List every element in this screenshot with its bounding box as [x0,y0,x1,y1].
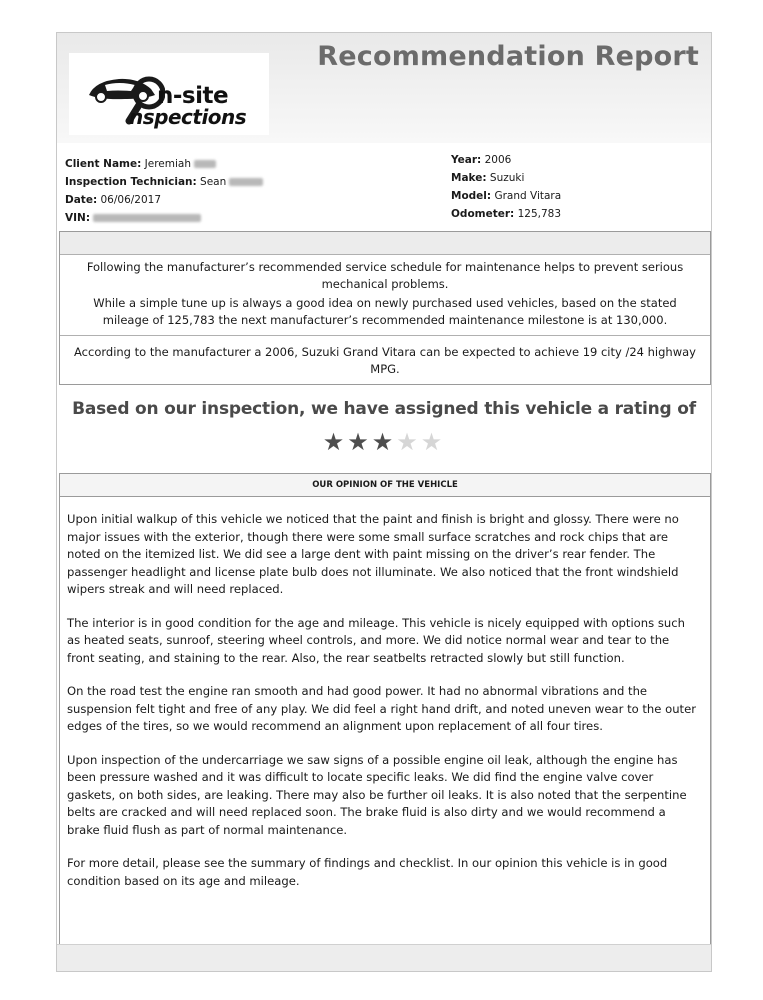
opinion-title: OUR OPINION OF THE VEHICLE [60,474,710,497]
client-info [65,155,263,227]
logo-text-onsite: n-site [157,83,229,109]
year-row [451,151,561,169]
make-value: Suzuki [489,172,525,184]
model-value: Grand Vitara [494,190,562,202]
redacted-surname [194,160,216,168]
opinion-body [60,497,710,890]
vin-row [65,209,263,227]
redacted-vin [93,214,201,222]
client-name-row [65,155,263,173]
maintenance-box [59,231,711,385]
client-name-label: Client Name: [65,158,142,170]
star-empty-icon: ★ [420,428,446,456]
make-row [451,169,561,187]
star-filled-icon: ★ [347,428,372,456]
date-label: Date: [65,194,98,206]
rating-stars [57,429,711,455]
opinion-paragraph-undercarriage: Upon inspection of the undercarriage we saw signs of a possible engine oil leak, although the engine has been pressure washed and it was difficult to locate specific leaks. We did find the engine valve cover gaskets, on both sides, are leaking. There may also be further oil leaks. It is also noted that the serpentine belts are cracked and will need replaced soon. The brake fluid is also dirty and we would recommend a brake fluid flush as part of normal maintenance. [67,752,687,837]
vehicle-info [451,151,561,223]
client-name-value: Jeremiah [144,158,191,170]
star-empty-icon: ★ [396,428,421,456]
year-value: 2006 [484,154,512,166]
footer-band [57,944,711,971]
odometer-label: Odometer: [451,208,515,220]
company-logo [69,53,269,135]
date-row [65,191,263,209]
opinion-paragraph-summary: For more detail, please see the summary of findings and checklist. In our opinion this vehicle is in good condition based on its age and mileage. [67,856,668,888]
vin-label: VIN: [65,212,91,224]
make-label: Make: [451,172,487,184]
opinion-paragraph-exterior: Upon initial walkup of this vehicle we noticed that the paint and finish is bright and glossy. There were no major issues with the exterior, though there were some small surface scratches and rock chips that are noted on the itemized list. We did see a large dent with paint missing on the driver’s rear fender. The passenger headlight and license plate bulb does not illuminate. We also noticed that the front windshield wipers streak and will need replaced. [67,512,679,596]
mpg-text: According to the manufacturer a 2006, Suzuki Grand Vitara can be expected to achieve 19 city /24 highway MPG. [74,345,696,376]
maintenance-text-1: Following the manufacturer’s recommended service schedule for maintenance helps to prevent serious mechanical problems. [86,260,684,291]
technician-value: Sean [200,176,227,188]
logo-text-inspections: nspections [129,105,247,129]
opinion-paragraph-interior: The interior is in good condition for the age and mileage. This vehicle is nicely equipped with options such as heated seats, sunroof, steering wheel controls, and more. We did notice normal wear and tear to the front seating, and staining to the rear. Also, the rear seatbelts retracted slowly but still function. [67,615,685,665]
report-page [56,32,712,972]
year-label: Year: [451,154,482,166]
technician-label: Inspection Technician: [65,176,197,188]
model-label: Model: [451,190,492,202]
opinion-paragraph-road-test: On the road test the engine ran smooth and had good power. It had no abnormal vibrations and the suspension felt tight and free of any play. We did feel a right hand drift, and noted uneven wear to the outer edges of the tires, so we would recommend an alignment upon replacement of all four tires. [67,684,696,733]
odometer-value: 125,783 [517,208,562,220]
report-title: Recommendation Report [317,41,699,72]
star-filled-icon: ★ [371,428,397,456]
technician-row [65,173,263,191]
star-filled-icon: ★ [322,428,348,456]
opinion-box [59,473,711,947]
model-row [451,187,561,205]
rating-heading: Based on our inspection, we have assigned this vehicle a rating of [72,399,696,419]
maintenance-box-header-strip [60,232,710,255]
odometer-row [451,205,561,223]
date-value: 06/06/2017 [100,194,162,206]
maintenance-text-2: While a simple tune up is always a good idea on newly purchased used vehicles, based on the stated mileage of 125,783 the next manufacturer’s recommended maintenance milestone is at 130,000. [93,296,677,327]
redacted-technician-surname [229,178,263,186]
